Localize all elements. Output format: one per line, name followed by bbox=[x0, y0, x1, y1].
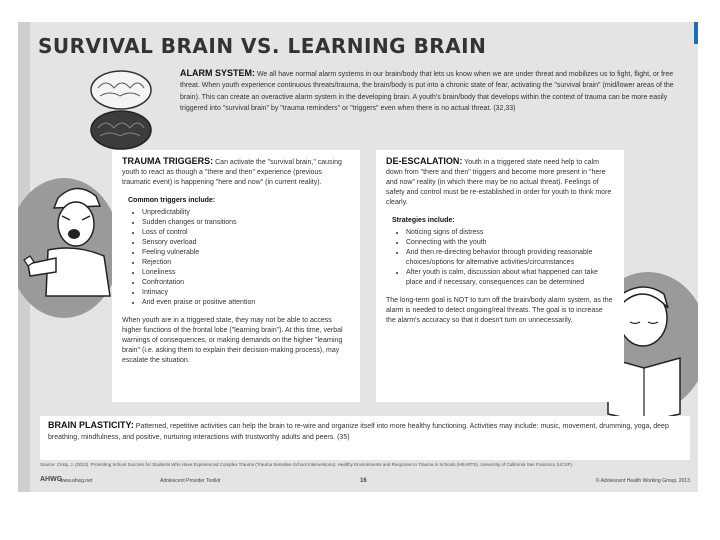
triggers-text: Can activate the "survival brain," causing youth to react as though a "there and then" experience (previous traumatic event) is happening "here and now" (in current reality). bbox=[122, 159, 342, 186]
copyright: © Adolescent Health Working Group, 2013 bbox=[595, 478, 690, 484]
alarm-text: We all have normal alarm systems in our brain/body that lets us know when we are under threat and mobilizes us to fight, flight, or free threat. When youth experience continuous threats/trauma, the brain/body is put into a chronic state of fear, activating the "survival brain" (mid/lower areas of the brain). This can create an overactive alarm system in the developing brain. A youth's brain/body that develops within the context of trauma can be more easily triggered into "survival brain" by "trauma reminders" or "triggers" even when there is no actual threat. (32,33) bbox=[180, 71, 674, 112]
list-item: • Loss of control bbox=[142, 228, 350, 238]
website-link[interactable]: www.ahwg.net bbox=[60, 478, 93, 484]
page-title: SURVIVAL BRAIN VS. LEARNING BRAIN bbox=[38, 34, 487, 58]
list-item: • Loneliness bbox=[142, 268, 350, 278]
strategies-list bbox=[386, 228, 614, 288]
plasticity-heading: BRAIN PLASTICITY: bbox=[48, 420, 134, 430]
page-number: 16 bbox=[360, 478, 367, 484]
slide-accent-mark bbox=[694, 22, 698, 44]
list-item: • After youth is calm, discussion about what happened can take place and if necessary, consequences can be determined bbox=[406, 268, 614, 288]
de-escalation-panel bbox=[376, 150, 624, 402]
strategies-subheading: Strategies include: bbox=[392, 217, 455, 224]
list-item: • Rejection bbox=[142, 258, 350, 268]
list-item: • Feeling vulnerable bbox=[142, 248, 350, 258]
angry-youth-illustration bbox=[18, 168, 118, 338]
toolkit-name: Adolescent Provider Toolkit bbox=[160, 478, 221, 484]
list-item: • And then re-directing behavior through providing reasonable choices/options for alternative activities/circumstances bbox=[406, 248, 614, 268]
list-item: • Intimacy bbox=[142, 288, 350, 298]
list-item: • Sudden changes or transitions bbox=[142, 218, 350, 228]
plasticity-text: Patterned, repetitive activities can help the brain to re-wire and organize itself into more healthy functioning. Activities may include: music, movement, drumming, yoga, deep breathing, mindfulness, and positive, nurturing interactions with trustworthy adults and peers. (35) bbox=[48, 423, 669, 441]
list-item: • Noticing signs of distress bbox=[406, 228, 614, 238]
triggers-footer: When youth are in a triggered state, they may not be able to access higher functions of the frontal lobe ("learning brain"). At this time, verbal warnings of consequences, or making demands on the higher "learning brain" (i.e. asking them to explain their decision-making process), may escalate the situation. bbox=[122, 317, 343, 364]
triggers-subheading: Common triggers include: bbox=[128, 197, 216, 204]
list-item: • And even praise or positive attention bbox=[142, 298, 350, 308]
brain-icon bbox=[84, 68, 158, 154]
organization-logo: AHWG bbox=[40, 476, 63, 483]
alarm-heading: ALARM SYSTEM: bbox=[180, 68, 255, 78]
alarm-system-section bbox=[180, 68, 686, 114]
list-item: • Confrontation bbox=[142, 278, 350, 288]
deescalation-footer: The long-term goal is NOT to turn off the brain/body alarm system, as the alarm is needed to detect ongoing/real threats. The goal is to increase the alarm's accuracy so that it doesn't turn on unnecessarily. bbox=[386, 297, 613, 324]
list-item: • Sensory overload bbox=[142, 238, 350, 248]
list-item: • Connecting with the youth bbox=[406, 238, 614, 248]
handout-page bbox=[18, 22, 698, 492]
triggers-heading: TRAUMA TRIGGERS: bbox=[122, 156, 214, 166]
page-footer bbox=[40, 478, 690, 488]
trauma-triggers-panel bbox=[112, 150, 360, 402]
triggers-list bbox=[122, 208, 350, 308]
deescalation-heading: DE-ESCALATION: bbox=[386, 156, 463, 166]
source-citation: Source: Cristy, J. (2013). Promoting School Success for Students Who Have Experienced Complex Trauma (Trauma Sensitive School Interventions). Healthy Environments and Response to Trauma in Schools (HEARTS). University of California San Francisco (UCSF). bbox=[40, 462, 574, 467]
deescalation-text: Youth in a triggered state need help to calm down from "there and then" triggers and become more present in "here and now" reality (in which there may be no actual threat). Feelings of safety and control must be re-established in order for youth to think more clearly. bbox=[386, 159, 612, 206]
list-item: • Unpredictability bbox=[142, 208, 350, 218]
brain-plasticity-section bbox=[40, 416, 690, 460]
